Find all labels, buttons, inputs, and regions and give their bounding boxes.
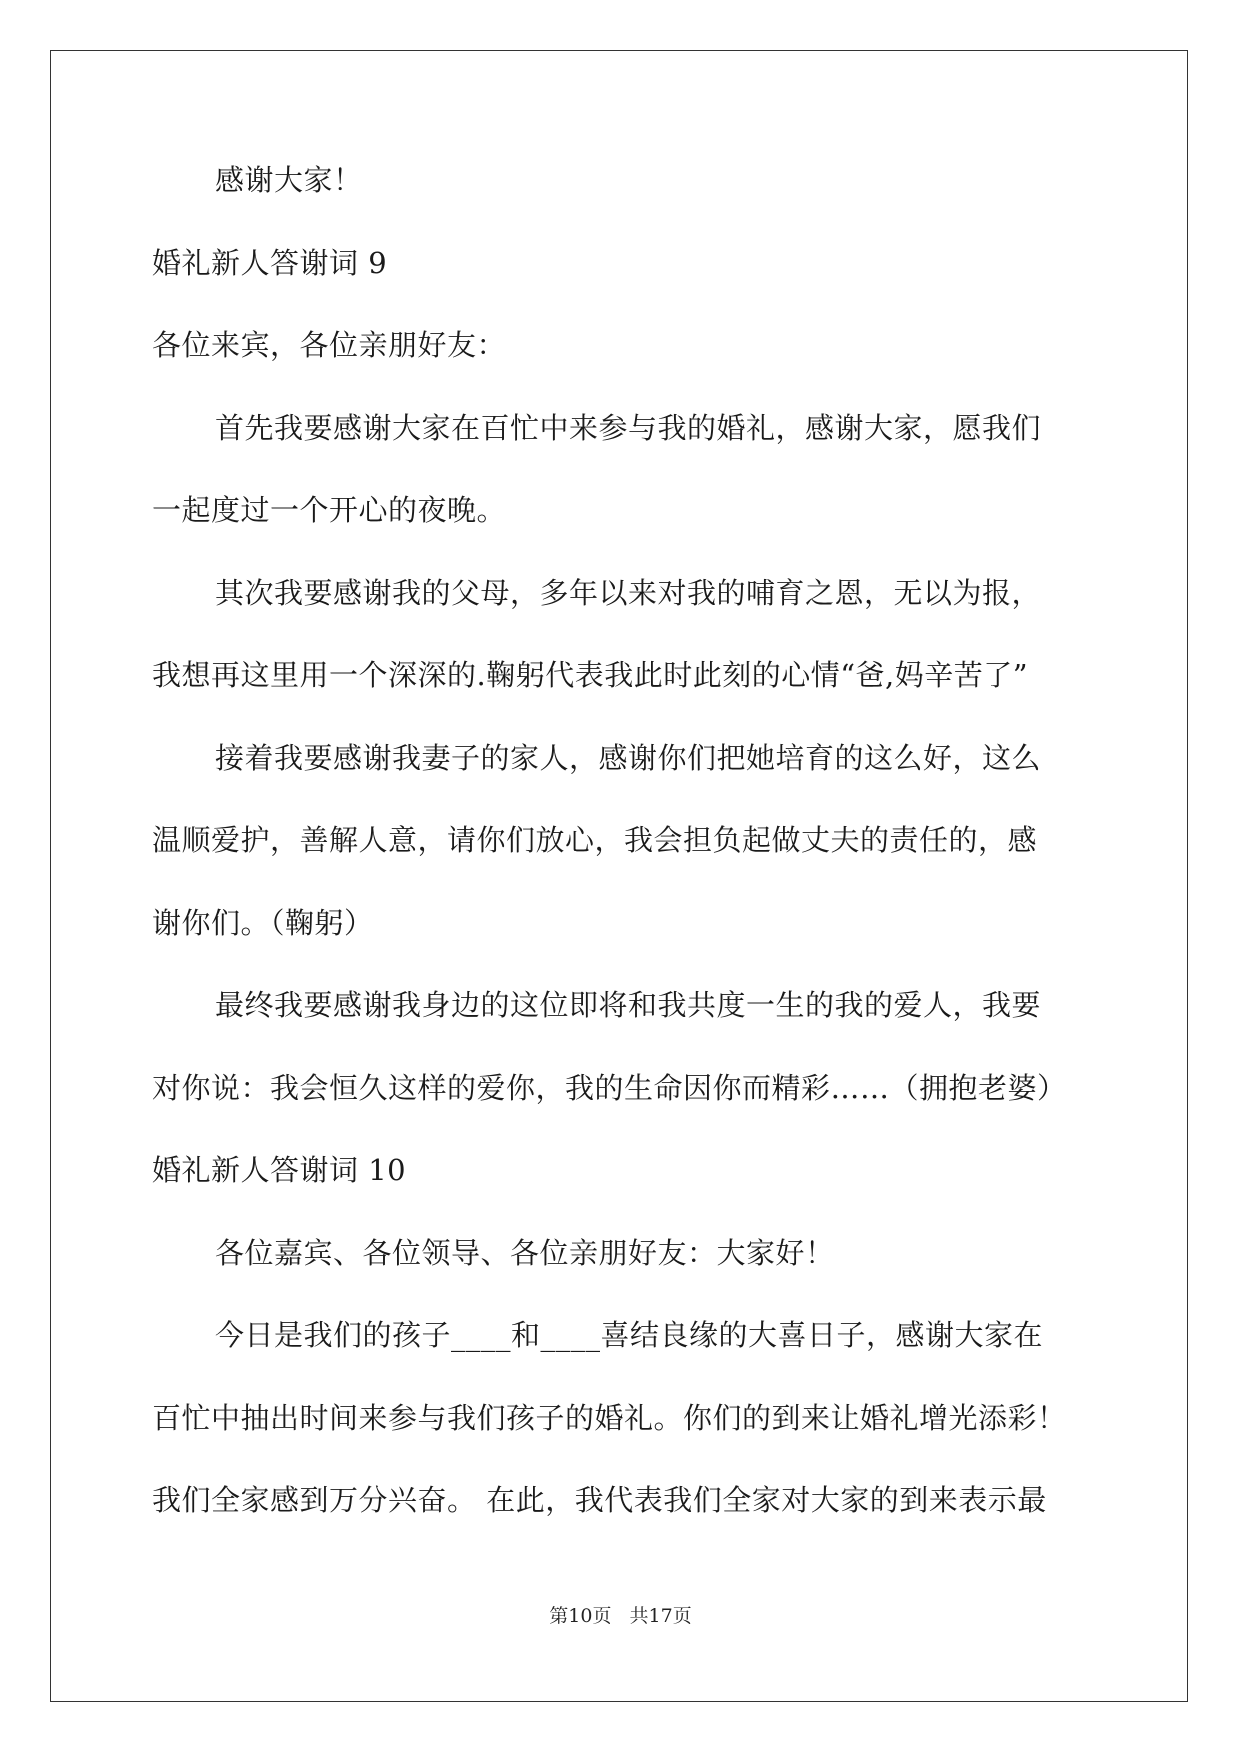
text-line-14: 各位嘉宾、各位领导、各位亲朋好友：大家好！ bbox=[215, 1235, 835, 1270]
total-pages: 17 bbox=[648, 1605, 673, 1627]
salutation-line: 各位来宾，各位亲朋好友： bbox=[152, 328, 507, 362]
total-suffix: 页 bbox=[672, 1605, 692, 1627]
text-line-7: 我想再这里用一个深深的.鞠躬代表我此时此刻的心情“爸,妈辛苦了” bbox=[152, 658, 1029, 692]
text-line-15: 今日是我们的孩子____和____喜结良缘的大喜日子，感谢大家在 bbox=[215, 1318, 1044, 1352]
text-line-12: 对你说：我会恒久这样的爱你，我的生命因你而精彩……（拥抱老婆） bbox=[152, 1070, 1067, 1105]
text-line-4: 首先我要感谢大家在百忙中来参与我的婚礼，感谢大家，愿我们 bbox=[215, 410, 1042, 445]
page-footer bbox=[0, 1604, 1241, 1628]
document-body bbox=[152, 160, 1092, 1563]
section-heading-9: 婚礼新人答谢词 9 bbox=[152, 245, 388, 280]
page-suffix: 页 bbox=[592, 1605, 612, 1627]
text-line-6: 其次我要感谢我的父母，多年以来对我的哺育之恩，无以为报， bbox=[215, 575, 1042, 610]
text-line-16: 百忙中抽出时间来参与我们孩子的婚礼。你们的到来让婚礼增光添彩！ bbox=[152, 1400, 1067, 1435]
text-line-11: 最终我要感谢我身边的这位即将和我共度一生的我的爱人，我要 bbox=[215, 988, 1042, 1022]
text-line-5: 一起度过一个开心的夜晚。 bbox=[152, 493, 507, 527]
page-number: 10 bbox=[568, 1605, 593, 1627]
text-line-1: 感谢大家！ bbox=[215, 163, 363, 197]
text-line-17: 我们全家感到万分兴奋。 在此，我代表我们全家对大家的到来表示最 bbox=[152, 1483, 1047, 1517]
page-prefix: 第 bbox=[549, 1605, 569, 1627]
text-line-8: 接着我要感谢我妻子的家人，感谢你们把她培育的这么好，这么 bbox=[215, 740, 1042, 775]
total-prefix: 共 bbox=[629, 1605, 649, 1627]
text-line-9: 温顺爱护，善解人意，请你们放心，我会担负起做丈夫的责任的，感 bbox=[152, 823, 1038, 857]
text-line-10: 谢你们。（鞠躬） bbox=[152, 905, 374, 940]
section-heading-10: 婚礼新人答谢词 10 bbox=[152, 1153, 407, 1187]
